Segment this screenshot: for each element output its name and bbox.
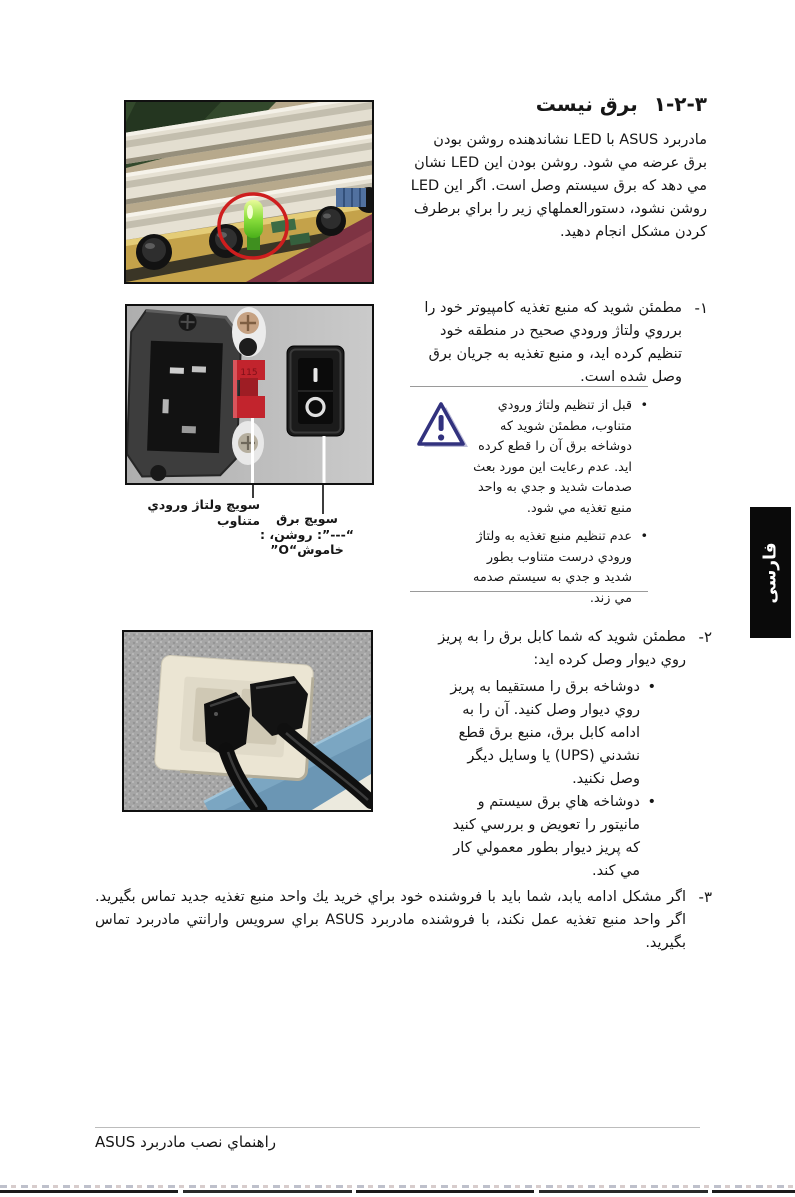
- step-2-bullet-list: [448, 676, 656, 883]
- step-1-number: ١-: [694, 299, 708, 317]
- voltage-switch-label: سويچ ولتاژ ورودي متناوب: [147, 497, 260, 528]
- footer-rule: [95, 1127, 700, 1128]
- scan-artifact-line: [0, 1190, 795, 1193]
- warning-bullet-2: • عدم تنظيم منبع تغذيه به ولتاژ ورودي درست متناوب بطور شديد و جدي به سيستم صدمه مي زند.: [470, 527, 648, 609]
- figure-motherboard-led: [124, 100, 374, 284]
- bullet-dot: •: [647, 679, 656, 695]
- rocker-on-mark: [314, 368, 318, 382]
- language-side-tab: [750, 507, 791, 638]
- section-number: ٣-٢-١: [653, 92, 707, 116]
- svg-text:115: 115: [240, 368, 258, 378]
- language-tab-label: فارسى: [760, 541, 781, 604]
- step-2-number: ٢-: [698, 628, 712, 646]
- step-1-text: مطمئن شويد كه منبع تغذيه كامپيوتر خود را برروي ولتاژ ورودي صحيح در منطقه خود تنظيم كرده ايد، و منبع تغذيه به جريان برق وصل شده است.: [424, 300, 682, 385]
- step-3-text: اگر مشكل ادامه يابد، شما بايد با فروشنده خود براي خريد يك واحد منبع تغذيه جديد تماس بگيريد. اگر واحد منبع تغذيه عمل نكند، با فروشنده مادربرد ASUS براي سرويس وارانتي مادربرد تماس بگيريد.: [95, 889, 686, 951]
- section-title-text: برق نيست: [535, 92, 638, 116]
- warning-bullet-list: [470, 396, 648, 609]
- psu-photo: [127, 306, 372, 483]
- bullet-dot: •: [640, 529, 648, 544]
- step-1: [408, 297, 708, 389]
- power-switch-legend: “---”: روشن، : خاموش“O”: [260, 526, 354, 557]
- scan-artifact-speckle: [0, 1185, 795, 1188]
- warning-note: [410, 386, 648, 606]
- wall-outlet-photo: [124, 632, 371, 810]
- bullet-dot: •: [640, 398, 648, 413]
- callout-stub-power: [322, 485, 324, 514]
- figure-psu-switches: [125, 304, 374, 485]
- step-2-bullet-2: • دوشاخه هاي برق سيستم و مانيتور را تعويض و بررسي كنيد كه پريز ديوار بطور معمولي كار مي كند.: [448, 791, 656, 883]
- footer-text: راهنماي نصب مادربرد ASUS: [95, 1133, 277, 1151]
- step-2-text: مطمئن شويد كه شما كابل برق را به پريز روي ديوار وصل كرده ايد:: [438, 629, 686, 668]
- step-2: [438, 626, 712, 672]
- motherboard-photo: [126, 102, 372, 282]
- warning-triangle-icon: [416, 401, 470, 457]
- bullet-dot: •: [647, 794, 656, 810]
- pin-header-blue: [336, 188, 366, 207]
- intro-paragraph: مادربرد ASUS با LED نشاندهنده روشن بودن برق عرضه مي شود. روشن بودن اين LED نشان مي دهد كه برق سيستم وصل است. اگر اين LED روشن نشود، دستورالعملهاي زير را براي برطرف كردن مشكل انجام دهيد.: [410, 132, 707, 240]
- step-2-bullet-1: • دوشاخه برق را مستقيما به پريز روي ديوار وصل كنيد. آن را به ادامه كابل برق، منبع برق قطع نشدني (UPS) يا وسايل ديگر وصل نكنيد.: [448, 676, 656, 791]
- ac-power-inlet: [127, 310, 242, 483]
- warning-bullet-1: • قبل از تنظيم ولتاژ ورودي متناوب، مطمئن شويد كه دوشاخه برق آن را قطع كرده ايد. عدم رعايت اين مورد بعث صدمات شديد و جدي به واحد منبع تغذيه مي شود.: [470, 396, 648, 519]
- figure-wall-outlet: [122, 630, 373, 812]
- screw-hole-bottom: [232, 421, 264, 465]
- callout-line-voltage: [251, 418, 254, 483]
- screw-hole-top: [232, 307, 266, 357]
- callout-line-power: [323, 436, 326, 483]
- power-switch-label: سويچ برق “---”: روشن، : خاموش“O”: [233, 511, 381, 558]
- step-3-number: ٣-: [698, 888, 712, 906]
- step-3: [95, 886, 712, 955]
- section-title: [536, 92, 707, 116]
- power-rocker-switch: [287, 346, 344, 436]
